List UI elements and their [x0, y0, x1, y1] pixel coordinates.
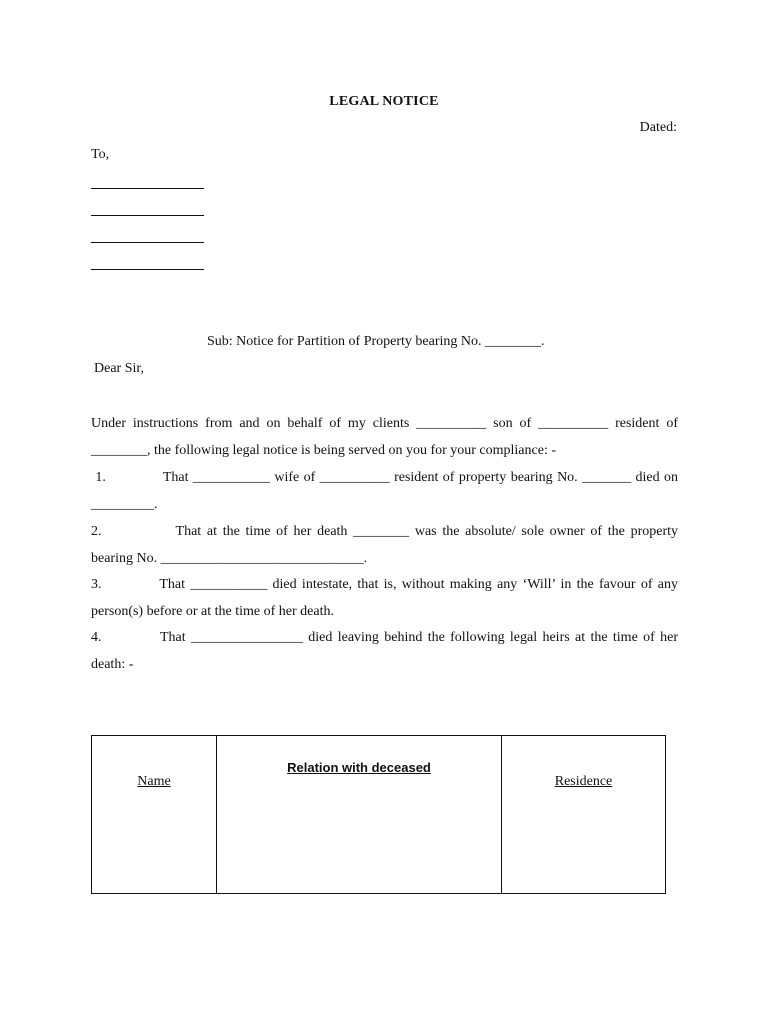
intro-line-2: ________, the following legal notice is being served on you for your compliance: - [91, 443, 557, 458]
item-4-line-2: death: - [91, 657, 134, 672]
name-column-header: Name [137, 774, 171, 789]
address-line-2 [91, 215, 204, 216]
name-cell [92, 736, 217, 894]
to-label: To, [91, 147, 110, 162]
address-line-4 [91, 269, 204, 270]
subject-line: Sub: Notice for Partition of Property bearing No. ________. [207, 334, 545, 349]
document-title: LEGAL NOTICE [329, 94, 439, 109]
salutation: Dear Sir, [94, 361, 144, 376]
item-1-line-2: _________. [91, 497, 158, 512]
intro-paragraph [91, 410, 678, 464]
item-2-line-1: 2. That at the time of her death ________ was the absolute/ sole owner of the property [91, 524, 678, 539]
relation-cell [217, 736, 502, 894]
item-2 [91, 518, 678, 572]
relation-column-header: Relation with deceased [287, 760, 431, 775]
address-line-3 [91, 242, 204, 243]
item-3-line-2: person(s) before or at the time of her death. [91, 604, 334, 619]
address-line-1 [91, 188, 204, 189]
intro-line-1: Under instructions from and on behalf of my clients __________ son of __________ resident of [91, 416, 678, 431]
item-4 [91, 624, 678, 678]
table-row [92, 736, 666, 894]
residence-column-header: Residence [554, 774, 613, 789]
item-4-line-1: 4. That ________________ died leaving behind the following legal heirs at the time of her [91, 630, 678, 645]
residence-cell [502, 736, 666, 894]
item-3-line-1: 3. That ___________ died intestate, that is, without making any ‘Will’ in the favour of any [91, 577, 678, 592]
item-1 [91, 464, 678, 518]
item-1-line-1: 1. That ___________ wife of __________ resident of property bearing No. _______ died on [91, 470, 678, 485]
legal-heirs-table [91, 735, 666, 894]
dated-label: Dated: [639, 120, 677, 135]
item-3 [91, 571, 678, 625]
item-2-line-2: bearing No. _____________________________. [91, 551, 368, 566]
